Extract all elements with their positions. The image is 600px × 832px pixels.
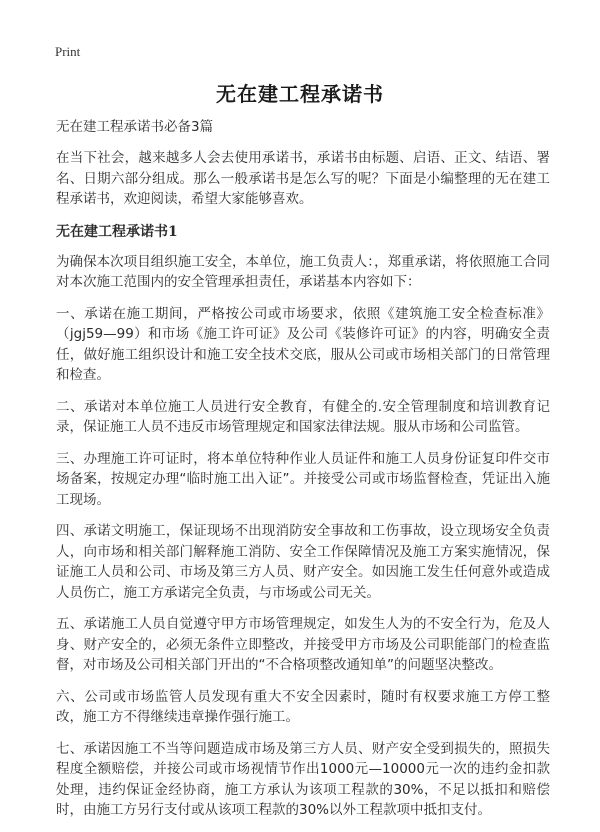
intro-paragraph: 在当下社会，越来越多人会去使用承诺书，承诺书由标题、启语、正文、结语、署名、日期六部分组成。那么一般承诺书是怎么写的呢？下面是小编整理的无在建工程承诺书，欢迎阅读，希望大家能够喜欢。	[56, 150, 550, 207]
paragraph-item-5: 五、承诺施工人员自觉遵守甲方市场管理规定，如发生人为的不安全行为，危及人身、财产安全的，必须无条件立即整改，并接受甲方市场及公司职能部门的检查监督，对市场及公司相关部门开出的“不合格项整改通知单”的问题坚决整改。	[56, 616, 550, 673]
paragraph-preamble: 为确保本次项目组织施工安全，本单位，施工负责人：，郑重承诺，将依照施工合同对本次施工范围内的安全管理承担责任，承诺基本内容如下：	[56, 253, 550, 290]
paragraph-item-7: 七、承诺因施工不当等问题造成市场及第三方人员、财产安全受到损失的，照损失程度全额赔偿，并接公司或市场视情节作出1000元—10000元一次的违约金扣款处理，违约保证金经协商，施工方承认为该项工程款的30%，不足以抵扣和赔偿时，由施工方另行支付或从该项工程款的30%以外工程款项中抵扣支付。	[56, 740, 550, 818]
paragraph-item-1: 一、承诺在施工期间，严格按公司或市场要求，依照《建筑施工安全检查标准》（jgj59—99）和市场《施工许可证》及公司《装修许可证》的内容，明确安全责任，做好施工组织设计和施工安全技术交底，服从公司或市场相关部门的日常管理和检查。	[56, 305, 550, 383]
document-body	[56, 116, 550, 832]
paragraph-item-6: 六、公司或市场监管人员发现有重大不安全因素时，随时有权要求施工方停工整改，施工方不得继续违章操作强行施工。	[56, 688, 550, 725]
paragraph-item-2: 二、承诺对本单位施工人员进行安全教育，有健全的.安全管理制度和培训教育记录，保证施工人员不违反市场管理规定和国家法律法规。服从市场和公司监管。	[56, 398, 550, 435]
section-heading: 无在建工程承诺书1	[56, 223, 178, 240]
page-title: 无在建工程承诺书	[216, 82, 384, 106]
paragraph-item-3: 三、办理施工许可证时，将本单位特种作业人员证件和施工人员身份证复印件交市场备案，按规定办理“临时施工出入证”。并接受公司或市场监督检查，凭证出入施工现场。	[56, 450, 550, 508]
paragraph-item-4: 四、承诺文明施工，保证现场不出现消防安全事故和工伤事故，设立现场安全负责人，向市场和相关部门解释施工消防、安全工作保障情况及施工方案实施情况，保证施工人员和公司、市场及第三方人员、财产安全。如因施工发生任何意外或造成人员伤亡，施工方承诺完全负责，与市场或公司无关。	[56, 523, 550, 601]
document-subtitle: 无在建工程承诺书必备3篇	[56, 119, 214, 135]
print-link[interactable]: Print	[55, 44, 81, 59]
